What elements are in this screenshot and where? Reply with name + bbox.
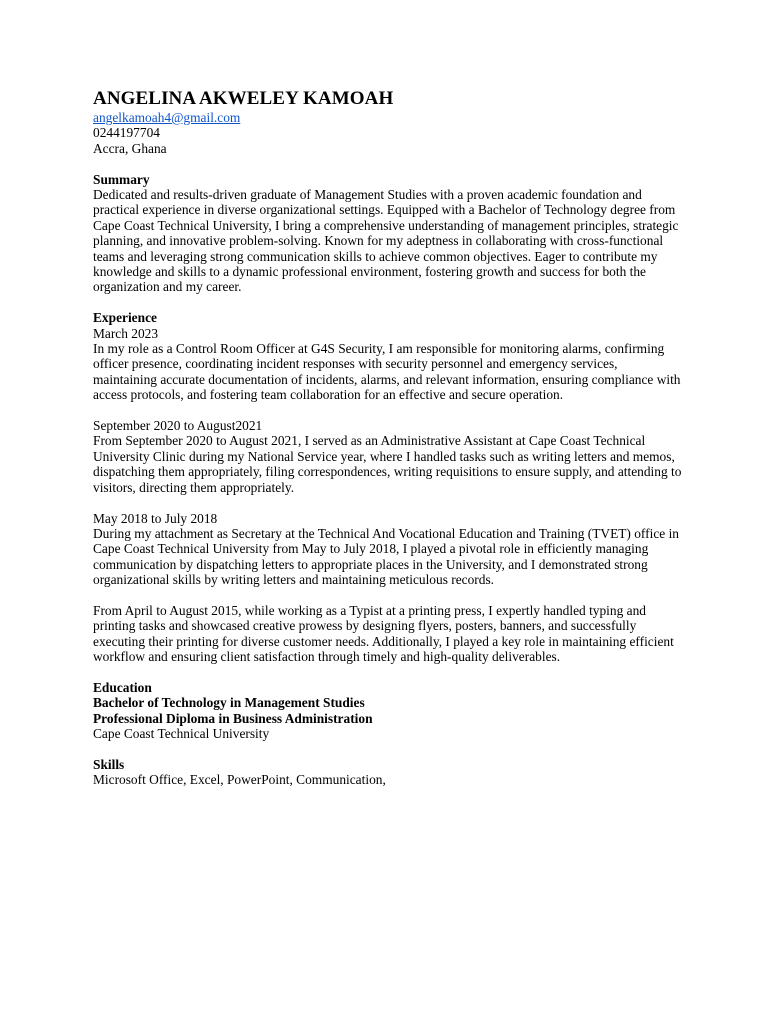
resume-document <box>93 88 683 788</box>
spacer <box>93 588 683 603</box>
candidate-name: ANGELINA AKWELEY KAMOAH <box>93 88 394 109</box>
location: Accra, Ghana <box>93 140 167 156</box>
skills-heading: Skills <box>93 756 125 772</box>
experience-date: September 2020 to August2021 <box>93 418 263 434</box>
phone-number: 0244197704 <box>93 125 160 141</box>
experience-description: In my role as a Control Room Officer at G4S Security, I am responsible for monitoring alarms, confirming officer presence, coordinating incident responses with security personnel and emergency services, maintaining accurate documentation of incidents, alarms, and relevant information, ensuring compliance with access protocols, and fostering team collaboration for an effective and secure operation. <box>93 341 681 403</box>
experience-description: From April to August 2015, while working as a Typist at a printing press, I expertly handled typing and printing tasks and showcased creative prowess by designing flyers, posters, banners, and successfully executing their printing for diverse customer needs. Additionally, I played a key role in maintaining efficient workflow and ensuring client satisfaction through timely and high-quality deliverables. <box>93 602 674 665</box>
experience-date: May 2018 to July 2018 <box>93 510 218 526</box>
spacer <box>93 665 683 680</box>
summary-heading: Summary <box>93 171 150 187</box>
skills-list: Microsoft Office, Excel, PowerPoint, Communication, <box>93 772 386 788</box>
institution-name: Cape Coast Technical University <box>93 726 270 742</box>
spacer <box>93 742 683 757</box>
spacer <box>93 403 683 418</box>
degree-title: Bachelor of Technology in Management Studies <box>93 695 365 711</box>
experience-description: From September 2020 to August 2021, I served as an Administrative Assistant at Cape Coast Technical University Clinic during my National Service year, where I handled tasks such as writing letters and memos, dispatching them appropriately, filing correspondences, writing requisitions to ensure supply, and attending to visitors, directing them appropriately. <box>93 433 682 495</box>
diploma-title: Professional Diploma in Business Administration <box>93 710 373 726</box>
experience-heading: Experience <box>93 310 157 326</box>
spacer <box>93 295 683 310</box>
spacer <box>93 156 683 171</box>
education-heading: Education <box>93 679 152 695</box>
spacer <box>93 495 683 510</box>
experience-description: During my attachment as Secretary at the Technical And Vocational Education and Training (TVET) office in Cape Coast Technical University from May to July 2018, I played a pivotal role in efficiently managing communication by dispatching letters to appropriate places in the University, and I demonstrated strong organizational skills by writing letters and maintaining meticulous records. <box>93 525 679 588</box>
experience-date: March 2023 <box>93 325 159 341</box>
email-link[interactable]: angelkamoah4@gmail.com <box>93 110 241 125</box>
summary-text: Dedicated and results-driven graduate of Management Studies with a proven academic foundation and practical experience in diverse organizational settings. Equipped with a Bachelor of Technology degree from Cape Coast Technical University, I bring a comprehensive understanding of management principles, strategic planning, and innovative problem-solving. Known for my adeptness in collaborating with cross-functional teams and leveraging strong communication skills to achieve common objectives. Eager to contribute my knowledge and skills to a dynamic professional environment, fostering growth and success for both the organization and my career. <box>93 187 679 295</box>
